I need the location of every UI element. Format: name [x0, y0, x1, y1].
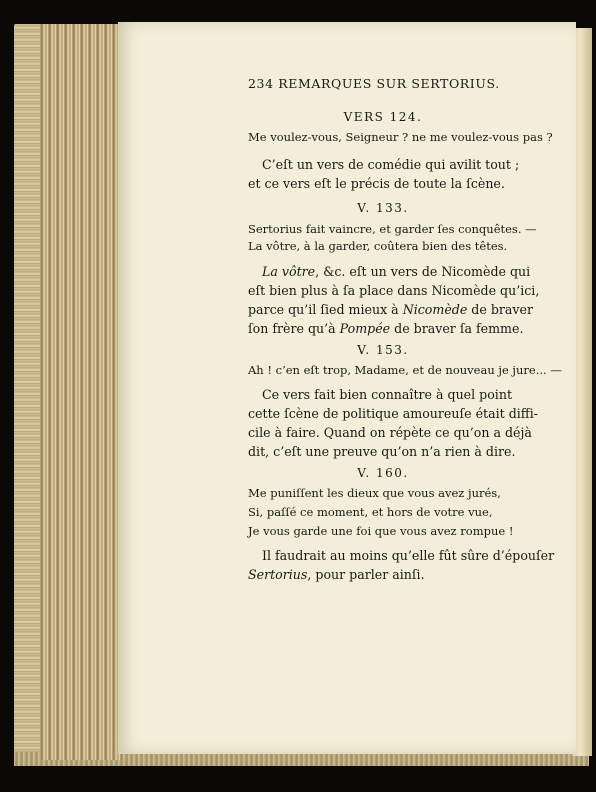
italic-text: Nicomède	[402, 302, 468, 317]
page-edges-left	[40, 24, 122, 760]
verse-line: Me puniſſent les dieux que vous avez jurés,	[248, 486, 501, 500]
prose-line: et ce vers eſt le précis de toute la ſcène.	[248, 176, 505, 191]
prose-line	[248, 321, 523, 336]
prose-line: cile à faire. Quand on répète ce qu’on a déjà	[248, 425, 532, 440]
italic-text: La vôtre	[262, 264, 316, 279]
prose-text: , pour parler ainſi.	[307, 567, 425, 582]
prose-text: , &c. eſt un vers de Nicomède qui	[315, 264, 531, 279]
verse-line: Ah ! c’en eſt trop, Madame, et de nouveau je jure... —	[248, 363, 562, 377]
section-heading: V. 133.	[357, 201, 409, 215]
prose-line: Il faudrait au moins qu’elle fût sûre d’épouſer	[262, 548, 555, 563]
verse-line: Je vous garde une foi que vous avez rompue !	[248, 524, 514, 538]
italic-text: Pompée	[339, 321, 391, 336]
verse-line: Sertorius fait vaincre, et garder ſes conquêtes. —	[248, 222, 537, 236]
verse-line: Me voulez-vous, Seigneur ? ne me voulez-vous pas ?	[248, 130, 553, 144]
section-heading: V. 160.	[357, 466, 409, 480]
prose-line: cette ſcène de politique amoureuſe était diffi-	[248, 406, 539, 421]
prose-text: ſon frère qu’à	[248, 321, 340, 336]
prose-line	[248, 567, 425, 582]
prose-line	[248, 302, 533, 317]
prose-line	[262, 264, 530, 279]
prose-line: C’eſt un vers de comédie qui avilit tout ;	[262, 157, 520, 172]
verse-line: La vôtre, à la garder, coûtera bien des têtes.	[248, 239, 508, 253]
book-cover-spine	[14, 24, 42, 764]
prose-text: parce qu’il ſied mieux à	[248, 302, 403, 317]
prose-text: de braver	[467, 302, 533, 317]
verse-line: Si, paſſé ce moment, et hors de votre vue,	[248, 505, 493, 519]
running-head: 234 REMARQUES SUR SERTORIUS.	[248, 76, 500, 91]
section-heading: V. 153.	[357, 343, 409, 357]
prose-line: Ce vers fait bien connaître à quel point	[262, 387, 513, 402]
prose-text: de braver ſa femme.	[390, 321, 524, 336]
prose-line: eſt bien plus à ſa place dans Nicomède qu’ici,	[248, 283, 540, 298]
prose-line: dit, c’eſt une preuve qu’on n’a rien à dire.	[248, 444, 516, 459]
section-heading: VERS 124.	[343, 110, 423, 124]
italic-text: Sertorius	[248, 567, 308, 582]
